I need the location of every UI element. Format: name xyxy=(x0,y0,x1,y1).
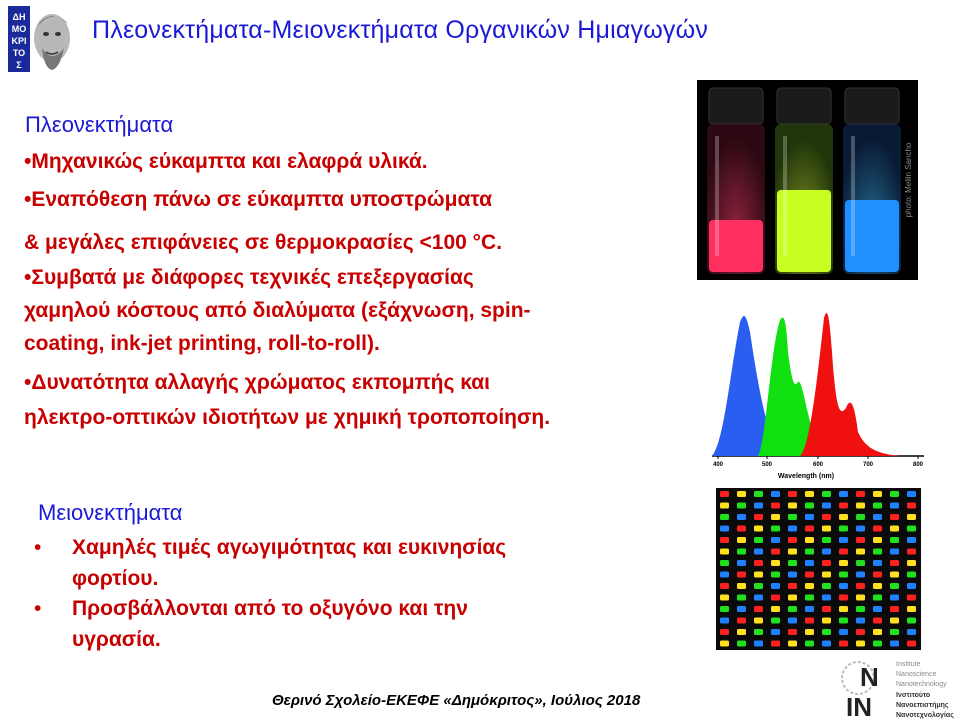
advantage-line: •Εναπόθεση πάνω σε εύκαμπτα υποστρώματα xyxy=(24,188,493,211)
advantage-line: & μεγάλες επιφάνειες σε θερμοκρασίες <100 °C. xyxy=(24,231,503,254)
pixel-dot xyxy=(856,537,865,543)
pixel-dot xyxy=(890,629,899,635)
pixel-dot xyxy=(720,526,729,532)
pixel-dot xyxy=(788,537,797,543)
pixel-dot xyxy=(771,526,780,532)
pixel-dot xyxy=(822,595,831,601)
pixel-dot xyxy=(873,629,882,635)
pixel-dot xyxy=(856,606,865,612)
pixel-dot xyxy=(839,618,848,624)
pixel-dot xyxy=(754,503,763,509)
pixel-dot xyxy=(890,560,899,566)
pixel-dot xyxy=(856,514,865,520)
oled-pixel-array-photo xyxy=(716,488,921,650)
pixel-dot xyxy=(873,491,882,497)
pixel-dot xyxy=(890,572,899,578)
pixel-dot xyxy=(788,560,797,566)
svg-text:ΔΗ: ΔΗ xyxy=(12,12,26,22)
pixel-dot xyxy=(822,583,831,589)
advantage-line: coating, ink-jet printing, roll-to-roll). xyxy=(24,332,380,355)
pixel-dot xyxy=(890,503,899,509)
pixel-dot xyxy=(805,595,814,601)
institute-line: Ινστιτούτο xyxy=(896,692,931,699)
pixel-dot xyxy=(720,618,729,624)
pixel-dot xyxy=(822,618,831,624)
pixel-dot xyxy=(771,572,780,578)
spectrum-xlabel: Wavelength (nm) xyxy=(777,473,835,480)
pixel-dot xyxy=(890,606,899,612)
pixel-dot xyxy=(822,560,831,566)
pixel-dot xyxy=(873,526,882,532)
pixel-dot xyxy=(856,572,865,578)
pixel-dot xyxy=(737,618,746,624)
pixel-dot xyxy=(754,526,763,532)
pixel-dot xyxy=(822,491,831,497)
pixel-dot xyxy=(839,641,848,647)
spectrum-tick-label: 500 xyxy=(761,462,773,468)
pixel-dot xyxy=(805,503,814,509)
pixel-dot xyxy=(720,629,729,635)
pixel-dot xyxy=(907,629,916,635)
pixel-dot xyxy=(754,595,763,601)
pixel-dot xyxy=(890,583,899,589)
pixel-dot xyxy=(805,549,814,555)
pixel-dot xyxy=(788,595,797,601)
pixel-dot xyxy=(856,641,865,647)
pixel-dot xyxy=(771,537,780,543)
pixel-dot xyxy=(788,606,797,612)
pixel-dot xyxy=(737,537,746,543)
pixel-dot xyxy=(805,514,814,520)
pixel-dot xyxy=(856,491,865,497)
pixel-dot xyxy=(720,595,729,601)
pixel-dot xyxy=(805,583,814,589)
pixel-dot xyxy=(805,641,814,647)
pixel-dot xyxy=(839,560,848,566)
pixel-dot xyxy=(788,572,797,578)
pixel-dot xyxy=(873,595,882,601)
pixel-dot xyxy=(754,629,763,635)
pixel-dot xyxy=(873,549,882,555)
pixel-dot xyxy=(822,549,831,555)
pixel-dot xyxy=(805,526,814,532)
advantage-line: χαμηλού κόστους από διαλύματα (εξάχνωση, spin- xyxy=(24,299,531,322)
pixel-dot xyxy=(822,537,831,543)
pixel-dot xyxy=(839,537,848,543)
pixel-dot xyxy=(907,583,916,589)
pixel-dot xyxy=(720,514,729,520)
pixel-dot xyxy=(720,537,729,543)
pixel-dot xyxy=(822,514,831,520)
pixel-dot xyxy=(907,572,916,578)
pixel-dot xyxy=(737,595,746,601)
pixel-dot xyxy=(873,560,882,566)
pixel-dot xyxy=(754,491,763,497)
pixel-dot xyxy=(720,503,729,509)
disadvantage-line: Προσβάλλονται από το οξυγόνο και την xyxy=(72,597,468,620)
institute-line: Nanotechnology xyxy=(896,681,947,688)
pixel-dot xyxy=(720,583,729,589)
pixel-dot xyxy=(805,572,814,578)
pixel-dot xyxy=(890,526,899,532)
footer-text: Θερινό Σχολείο-ΕΚΕΦΕ «Δημόκριτος», Ιούλιος 2018 xyxy=(272,692,641,709)
pixel-dot xyxy=(907,503,916,509)
pixel-dot xyxy=(788,629,797,635)
pixel-dot xyxy=(907,526,916,532)
pixel-dot xyxy=(754,537,763,543)
svg-text:N: N xyxy=(860,662,879,692)
pixel-dot xyxy=(788,549,797,555)
pixel-dot xyxy=(822,572,831,578)
advantages-heading: Πλεονεκτήματα xyxy=(25,112,174,137)
pixel-dot xyxy=(788,526,797,532)
photo-credit: photo: Mellin Sancho xyxy=(904,142,913,218)
pixel-dot xyxy=(890,514,899,520)
advantage-line: ηλεκτρο-οπτικών ιδιοτήτων με χημική τροποποίηση. xyxy=(24,406,551,429)
pixel-dot xyxy=(754,549,763,555)
advantage-line: •Μηχανικώς εύκαμπτα και ελαφρά υλικά. xyxy=(24,150,428,173)
pixel-dot xyxy=(873,572,882,578)
fluorescent-vials-photo xyxy=(697,80,918,280)
bullet-marker: • xyxy=(34,536,42,559)
spectrum-tick-label: 800 xyxy=(912,462,924,468)
pixel-dot xyxy=(805,618,814,624)
pixel-dot xyxy=(754,606,763,612)
page-title: Πλεονεκτήματα-Μειονεκτήματα Οργανικών Ημιαγωγών xyxy=(92,16,709,44)
pixel-dot xyxy=(822,526,831,532)
pixel-dot xyxy=(737,514,746,520)
pixel-dot xyxy=(822,641,831,647)
pixel-dot xyxy=(737,572,746,578)
pixel-dot xyxy=(737,641,746,647)
pixel-dot xyxy=(771,595,780,601)
institute-line: Νανοτεχνολογίας xyxy=(896,712,954,719)
pixel-dot xyxy=(873,641,882,647)
pixel-dot xyxy=(873,606,882,612)
svg-text:ΚΡΙ: ΚΡΙ xyxy=(11,36,27,46)
pixel-dot xyxy=(737,583,746,589)
svg-text:ΜΟ: ΜΟ xyxy=(11,24,27,34)
pixel-dot xyxy=(856,526,865,532)
pixel-dot xyxy=(839,606,848,612)
pixel-dot xyxy=(788,503,797,509)
pixel-dot xyxy=(720,560,729,566)
pixel-dot xyxy=(907,595,916,601)
spectrum-tick-label: 400 xyxy=(712,462,724,468)
pixel-dot xyxy=(788,514,797,520)
pixel-dot xyxy=(839,549,848,555)
pixel-dot xyxy=(873,503,882,509)
pixel-dot xyxy=(737,606,746,612)
emission-spectrum-figure xyxy=(700,292,932,484)
pixel-dot xyxy=(771,583,780,589)
pixel-dot xyxy=(754,572,763,578)
advantage-line: •Δυνατότητα αλλαγής χρώματος εκπομπής και xyxy=(24,371,490,394)
demokritos-logo xyxy=(6,2,76,76)
disadvantage-line: φορτίου. xyxy=(72,567,159,590)
disadvantage-line: Χαμηλές τιμές αγωγιμότητας και ευκινησίας xyxy=(72,536,507,559)
pixel-dot xyxy=(720,572,729,578)
pixel-dot xyxy=(771,491,780,497)
pixel-dot xyxy=(890,595,899,601)
pixel-dot xyxy=(720,606,729,612)
pixel-dot xyxy=(907,641,916,647)
pixel-dot xyxy=(805,491,814,497)
pixel-dot xyxy=(907,560,916,566)
pixel-dot xyxy=(907,514,916,520)
pixel-dot xyxy=(737,549,746,555)
pixel-dot xyxy=(839,629,848,635)
institute-logo xyxy=(836,656,960,720)
pixel-dot xyxy=(771,641,780,647)
pixel-dot xyxy=(856,595,865,601)
institute-line: Institute xyxy=(896,661,921,668)
pixel-dot xyxy=(754,560,763,566)
pixel-dot xyxy=(822,503,831,509)
pixel-dot xyxy=(771,549,780,555)
pixel-dot xyxy=(839,526,848,532)
disadvantages-heading: Μειονεκτήματα xyxy=(38,500,183,525)
svg-text:IN: IN xyxy=(846,692,872,720)
pixel-dot xyxy=(890,618,899,624)
pixel-dot xyxy=(907,606,916,612)
pixel-dot xyxy=(839,595,848,601)
pixel-dot xyxy=(856,618,865,624)
advantage-line: •Συμβατά με διάφορες τεχνικές επεξεργασίας xyxy=(24,266,474,289)
pixel-dot xyxy=(873,514,882,520)
pixel-dot xyxy=(754,583,763,589)
institute-line: Nanoscience xyxy=(896,671,937,678)
pixel-dot xyxy=(839,503,848,509)
pixel-dot xyxy=(839,583,848,589)
pixel-dot xyxy=(771,503,780,509)
pixel-dot xyxy=(754,514,763,520)
pixel-dot xyxy=(856,629,865,635)
pixel-dot xyxy=(720,641,729,647)
pixel-dot xyxy=(788,618,797,624)
pixel-dot xyxy=(737,526,746,532)
pixel-dot xyxy=(856,503,865,509)
pixel-dot xyxy=(890,537,899,543)
pixel-dot xyxy=(805,606,814,612)
pixel-dot xyxy=(907,491,916,497)
disadvantage-line: υγρασία. xyxy=(72,628,161,651)
pixel-dot xyxy=(805,629,814,635)
bullet-marker: • xyxy=(34,597,42,620)
pixel-dot xyxy=(771,606,780,612)
pixel-dot xyxy=(737,491,746,497)
pixel-dot xyxy=(873,537,882,543)
pixel-dot xyxy=(771,618,780,624)
pixel-dot xyxy=(890,549,899,555)
pixel-dot xyxy=(839,572,848,578)
svg-text:Σ: Σ xyxy=(16,60,22,70)
pixel-dot xyxy=(822,606,831,612)
institute-line: Νανοεπιστήμης xyxy=(896,702,949,709)
spectrum-tick-label: 600 xyxy=(812,462,824,468)
pixel-dot xyxy=(822,629,831,635)
pixel-dot xyxy=(839,514,848,520)
pixel-dot xyxy=(890,641,899,647)
pixel-dot xyxy=(907,549,916,555)
pixel-dot xyxy=(788,641,797,647)
pixel-dot xyxy=(754,618,763,624)
pixel-dot xyxy=(873,583,882,589)
pixel-dot xyxy=(856,583,865,589)
pixel-dot xyxy=(720,549,729,555)
svg-text:ΤΟ: ΤΟ xyxy=(12,48,26,58)
pixel-dot xyxy=(788,491,797,497)
pixel-dot xyxy=(788,583,797,589)
pixel-dot xyxy=(720,491,729,497)
pixel-dot xyxy=(839,491,848,497)
pixel-dot xyxy=(737,629,746,635)
pixel-dot xyxy=(856,560,865,566)
pixel-dot xyxy=(890,491,899,497)
spectrum-tick-label: 700 xyxy=(862,462,874,468)
pixel-dot xyxy=(856,549,865,555)
pixel-dot xyxy=(805,560,814,566)
pixel-dot xyxy=(873,618,882,624)
pixel-dot xyxy=(907,618,916,624)
pixel-dot xyxy=(771,560,780,566)
pixel-dot xyxy=(737,503,746,509)
pixel-dot xyxy=(771,514,780,520)
pixel-dot xyxy=(771,629,780,635)
pixel-dot xyxy=(754,641,763,647)
pixel-dot xyxy=(737,560,746,566)
pixel-dot xyxy=(907,537,916,543)
pixel-dot xyxy=(805,537,814,543)
